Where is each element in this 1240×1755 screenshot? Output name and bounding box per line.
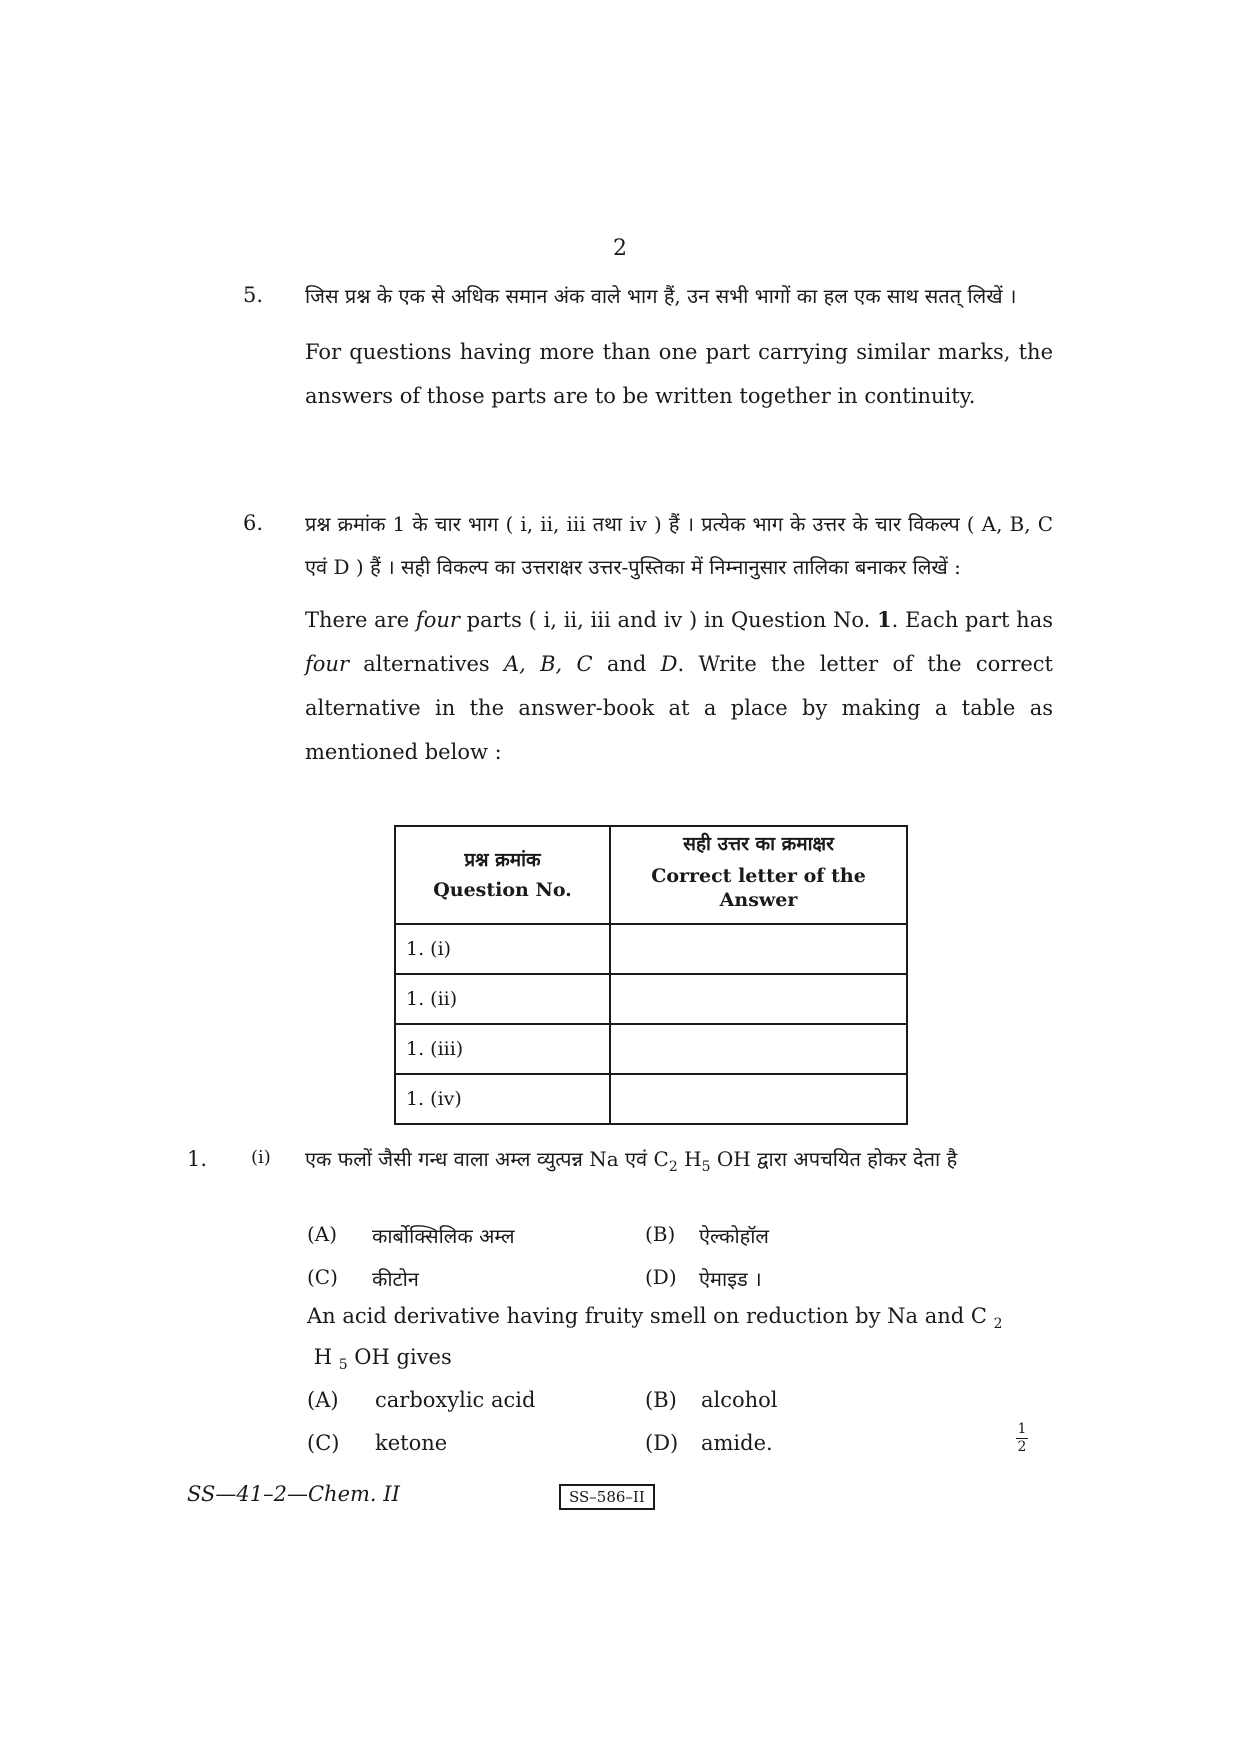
hindi-options xyxy=(307,1222,1067,1308)
option-label: (A) xyxy=(307,1388,339,1412)
question-part: (i) xyxy=(251,1147,271,1168)
option-c: कीटोन xyxy=(372,1267,419,1291)
option-c: ketone xyxy=(375,1431,448,1455)
table-header-row xyxy=(395,826,907,924)
paper-code-box: SS–586–II xyxy=(559,1484,655,1510)
question-cell: 1. (i) xyxy=(395,924,610,974)
english-options xyxy=(307,1388,1067,1474)
column-header-correct-letter: सही उत्तर का क्रमाक्षर Correct letter of the Answer xyxy=(610,826,907,924)
option-a: कार्बोक्सिलिक अम्ल xyxy=(372,1224,515,1248)
page-number: 2 xyxy=(613,236,627,261)
instruction-number: 5. xyxy=(243,283,264,307)
option-label: (D) xyxy=(645,1265,677,1289)
option-a: carboxylic acid xyxy=(375,1388,536,1412)
instruction-english: For questions having more than one part carrying similar marks, the answers of those parts are to be written together in continuity. xyxy=(305,340,1053,408)
table-row xyxy=(395,1024,907,1074)
instruction-english: There are four parts ( i, ii, iii and iv ) in Question No. 1. Each part has four alternatives A, B, C and D. Write the letter of the correct alternative in the answer-book at a place by making a table as mentioned below : xyxy=(305,607,1053,764)
question-hindi-stem: एक फलों जैसी गन्ध वाला अम्ल व्युत्पन्न Na एवं $C_2$ $H_5$ OH द्वारा अपचयित होकर देता है xyxy=(305,1147,958,1175)
instruction-hindi: जिस प्रश्न के एक से अधिक समान अंक वाले भाग हैं, उन सभी भागों का हल एक साथ सतत् लिखें । xyxy=(305,284,1017,308)
option-b: alcohol xyxy=(701,1388,778,1412)
option-label: (B) xyxy=(645,1388,677,1412)
answer-format-table xyxy=(394,825,908,1125)
question-number: 1. xyxy=(187,1147,208,1171)
question-cell: 1. (ii) xyxy=(395,974,610,1024)
marks-fraction: 1 2 xyxy=(1017,1421,1027,1455)
question-cell: 1. (iv) xyxy=(395,1074,610,1124)
answer-cell xyxy=(610,1074,907,1124)
option-label: (C) xyxy=(307,1431,340,1455)
answer-cell xyxy=(610,924,907,974)
option-label: (A) xyxy=(307,1222,338,1246)
option-label: (D) xyxy=(645,1431,679,1455)
table-row xyxy=(395,974,907,1024)
option-d: ऐमाइड । xyxy=(699,1267,762,1291)
instruction-number: 6. xyxy=(243,511,264,535)
option-b: ऐल्कोहॉल xyxy=(699,1224,769,1248)
option-label: (B) xyxy=(645,1222,676,1246)
table-row xyxy=(395,924,907,974)
column-header-question-no: प्रश्न क्रमांक Question No. xyxy=(395,826,610,924)
answer-cell xyxy=(610,1024,907,1074)
question-cell: 1. (iii) xyxy=(395,1024,610,1074)
table-row xyxy=(395,1074,907,1124)
answer-cell xyxy=(610,974,907,1024)
option-d: amide. xyxy=(701,1431,773,1455)
paper-code-footer: SS—41–2—Chem. II xyxy=(187,1482,400,1506)
option-label: (C) xyxy=(307,1265,338,1289)
question-english-stem: An acid derivative having fruity smell on reduction by Na and C $_2$ H $_5$ OH gives xyxy=(307,1304,1003,1374)
instruction-hindi: प्रश्न क्रमांक 1 के चार भाग ( i, ii, iii तथा iv ) हैं । प्रत्येक भाग के उत्तर के चार विकल्प ( A, B, C एवं D ) हैं । सही विकल्प का उत्तराक्षर उत्तर-पुस्तिका में निम्नानुसार तालिका बनाकर लिखें : xyxy=(305,512,1053,579)
